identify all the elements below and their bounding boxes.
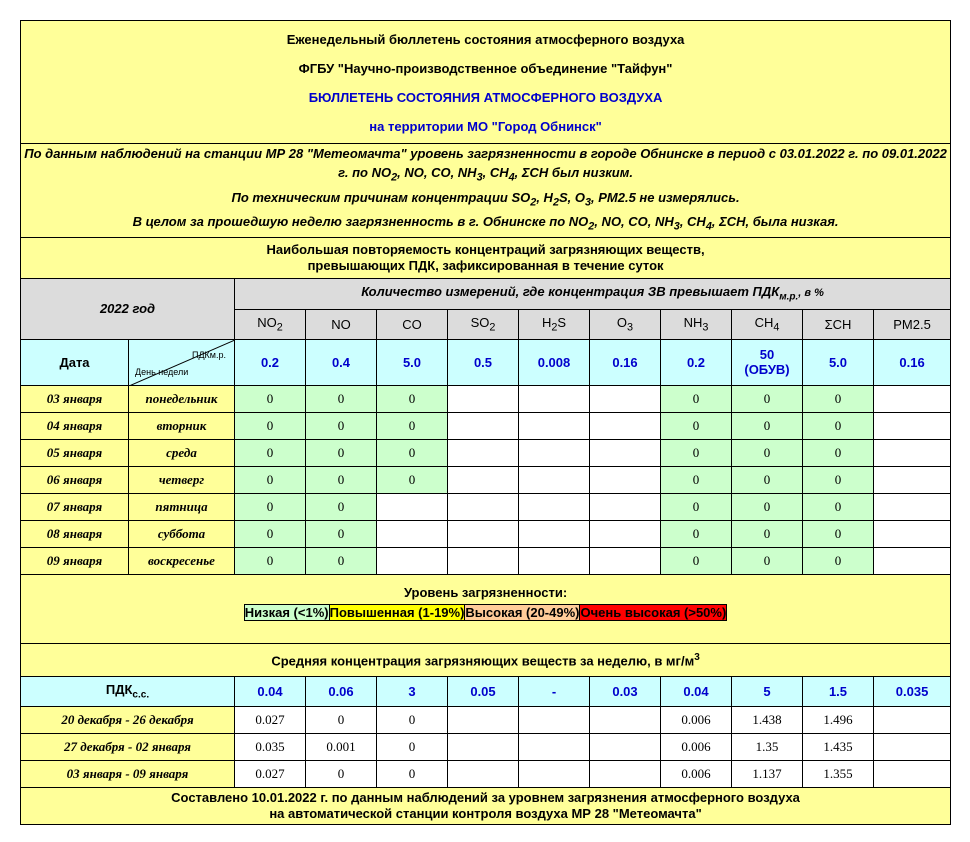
pdk-ss-value: 5 — [732, 676, 803, 706]
frequency-cell — [448, 385, 519, 412]
frequency-cell: 0 — [661, 520, 732, 547]
pdk-ss-value: 0.05 — [448, 676, 519, 706]
frequency-cell — [519, 466, 590, 493]
average-cell — [448, 733, 519, 760]
legend-row — [21, 574, 951, 643]
pdk-mr-number: 0.4 — [331, 354, 351, 370]
average-period: 20 декабря - 26 декабря — [21, 706, 235, 733]
summary-line3 — [21, 212, 950, 237]
pdk-mr-number: 0.16 — [612, 354, 638, 370]
pdk-mr-number: 5.0 — [828, 354, 848, 370]
frequency-cell: 0 — [377, 385, 448, 412]
frequency-cell — [874, 439, 951, 466]
pollutant-sub: 3 — [627, 321, 634, 334]
summary-line2 — [21, 188, 950, 213]
frequency-cell — [874, 466, 951, 493]
frequency-cell: 0 — [732, 547, 803, 574]
pollutant-header-cell — [590, 309, 661, 339]
frequency-cell: 0 — [306, 439, 377, 466]
summary-text: По данным наблюдений на станции МР 28 "Метеомачта" уровень загрязненности в городе Обнинске в период с 03.01.2022 г. по 09.01.2022 г. по NO — [24, 146, 947, 180]
frequency-cell: 0 — [803, 412, 874, 439]
row-date: 09 января — [21, 547, 129, 574]
frequency-cell: 0 — [661, 385, 732, 412]
summary-row — [21, 144, 951, 238]
average-cell: 1.137 — [732, 760, 803, 787]
average-cell: 0.035 — [235, 733, 306, 760]
frequency-cell: 0 — [732, 412, 803, 439]
frequency-cell — [519, 493, 590, 520]
pdk-mr-value — [519, 339, 590, 385]
pdk-ss-label — [21, 676, 235, 706]
average-cell — [519, 733, 590, 760]
pollutant-name: NH — [683, 314, 703, 330]
pdk-mr-value — [874, 339, 951, 385]
pollutant-sub: 2 — [551, 321, 558, 334]
subscript: 2 — [588, 220, 595, 233]
frequency-body — [21, 385, 951, 574]
summary-text: , CH — [679, 214, 706, 230]
legend-item: Низкая (<1%) — [244, 604, 329, 620]
count-title-tail: , в % — [798, 287, 824, 300]
frequency-cell: 0 — [377, 466, 448, 493]
pollutant-name: O — [616, 314, 628, 330]
average-cell — [874, 733, 951, 760]
average-cell — [874, 706, 951, 733]
day-of-week-label: День недели — [135, 366, 189, 377]
summary-text: По техническим причинам концентрации SO — [231, 189, 531, 205]
frequency-cell — [874, 547, 951, 574]
pollutant-sub: 3 — [702, 321, 709, 334]
summary-text: , PM2.5 не измерялись. — [591, 189, 740, 205]
subscript: 3 — [476, 171, 483, 184]
frequency-cell — [377, 493, 448, 520]
average-cell: 0.006 — [661, 733, 732, 760]
frequency-cell: 0 — [732, 439, 803, 466]
subscript: 2 — [552, 196, 559, 209]
legend-item: Высокая (20-49%) — [465, 604, 580, 620]
legend-title: Уровень загрязненности: — [403, 584, 568, 600]
frequency-cell: 0 — [803, 547, 874, 574]
pdk-mr-value — [803, 339, 874, 385]
frequency-cell: 0 — [732, 385, 803, 412]
frequency-cell: 0 — [732, 493, 803, 520]
pdk-mr-value — [235, 339, 306, 385]
pollutant-name: NO — [331, 316, 351, 332]
frequency-cell — [519, 520, 590, 547]
pollutant-header-cell — [803, 309, 874, 339]
legend-table — [244, 604, 728, 621]
summary-text: , ΣCH был низким. — [514, 165, 633, 180]
average-cell: 0 — [377, 733, 448, 760]
pollutant-header-cell — [661, 309, 732, 339]
row-day: суббота — [129, 520, 235, 547]
frequency-cell: 0 — [661, 466, 732, 493]
header-title: БЮЛЛЕТЕНЬ СОСТОЯНИЯ АТМОСФЕРНОГО ВОЗДУХА — [308, 90, 663, 105]
frequency-row — [21, 466, 951, 493]
pdk-mr-value — [732, 339, 803, 385]
pdk-mr-label: ПДКм.р. — [191, 349, 226, 360]
average-cell: 0 — [377, 760, 448, 787]
average-cell: 0.006 — [661, 706, 732, 733]
frequency-cell — [874, 520, 951, 547]
subscript: 3 — [673, 220, 680, 233]
bulletin — [20, 20, 950, 825]
bulletin-table — [20, 20, 951, 825]
pdk-mr-number: 5.0 — [402, 354, 422, 370]
pdk-mr-number: 0.16 — [899, 354, 925, 370]
pdk-mr-value — [590, 339, 661, 385]
average-period: 27 декабря - 02 января — [21, 733, 235, 760]
frequency-cell — [519, 439, 590, 466]
pdk-ss-value: 0.035 — [874, 676, 951, 706]
average-cell: 0.027 — [235, 706, 306, 733]
average-cell — [590, 760, 661, 787]
row-day: пятница — [129, 493, 235, 520]
pollutant-header-cell — [874, 309, 951, 339]
frequency-cell — [448, 520, 519, 547]
diagonal-line — [129, 340, 235, 386]
frequency-row — [21, 439, 951, 466]
row-day: среда — [129, 439, 235, 466]
frequency-cell — [874, 412, 951, 439]
frequency-cell: 0 — [235, 547, 306, 574]
average-cell: 0.027 — [235, 760, 306, 787]
pdk-mr-number: 0.5 — [473, 354, 493, 370]
header-line1: Еженедельный бюллетень состояния атмосферного воздуха — [286, 32, 685, 47]
average-cell: 0 — [306, 706, 377, 733]
pdk-ss-text: ПДК — [105, 681, 133, 697]
frequency-title-row — [21, 237, 951, 278]
frequency-cell: 0 — [306, 466, 377, 493]
pdk-mr-value — [661, 339, 732, 385]
row-date: 06 января — [21, 466, 129, 493]
pdk-mr-value — [306, 339, 377, 385]
frequency-cell: 0 — [235, 466, 306, 493]
footer-row — [21, 787, 951, 824]
pdk-ss-value: 0.04 — [235, 676, 306, 706]
pdk-ss-value: 1.5 — [803, 676, 874, 706]
average-cell — [448, 760, 519, 787]
average-cell — [519, 760, 590, 787]
summary-line1 — [21, 144, 950, 188]
average-title: Средняя концентрация загрязняющих веществ за неделю, в мг/м — [271, 652, 695, 668]
count-title — [235, 278, 951, 309]
average-title-row — [21, 643, 951, 676]
summary-text: , H — [536, 189, 553, 205]
summary-text: В целом за прошедшую неделю загрязненность в г. Обнинске по NO — [132, 214, 589, 230]
frequency-cell — [590, 412, 661, 439]
footer-line2: на автоматической станции контроля воздуха МР 28 "Метеомачта" — [269, 805, 702, 821]
frequency-row — [21, 520, 951, 547]
pollutant-header-cell — [732, 309, 803, 339]
row-day: четверг — [129, 466, 235, 493]
average-cell — [519, 706, 590, 733]
average-cell: 0 — [377, 706, 448, 733]
average-cell — [448, 706, 519, 733]
diagonal-header — [129, 339, 235, 385]
average-cell — [590, 706, 661, 733]
pdk-mr-number: 0.2 — [260, 354, 280, 370]
pollutant-header-cell — [306, 309, 377, 339]
frequency-cell: 0 — [803, 520, 874, 547]
average-cell: 1.355 — [803, 760, 874, 787]
frequency-cell: 0 — [732, 520, 803, 547]
frequency-title2: превышающих ПДК, зафиксированная в течение суток — [307, 257, 664, 273]
pollutant-sub: 2 — [489, 321, 496, 334]
summary-text: , NO, CO, NH — [397, 165, 477, 180]
count-title-sub: м.р. — [779, 292, 799, 304]
frequency-cell — [590, 493, 661, 520]
frequency-row — [21, 547, 951, 574]
frequency-row — [21, 493, 951, 520]
frequency-row — [21, 412, 951, 439]
pollutant-name: PM2.5 — [893, 316, 931, 332]
frequency-cell: 0 — [803, 466, 874, 493]
row-day: вторник — [129, 412, 235, 439]
pollutant-header-cell — [519, 309, 590, 339]
frequency-header-row — [21, 278, 951, 309]
frequency-cell — [448, 547, 519, 574]
header-territory: на территории МО "Город Обнинск" — [369, 119, 602, 134]
pollutant-header-cell — [448, 309, 519, 339]
frequency-cell — [377, 547, 448, 574]
frequency-cell: 0 — [661, 547, 732, 574]
row-date: 05 января — [21, 439, 129, 466]
row-date: 08 января — [21, 520, 129, 547]
legend-item: Повышенная (1-19%) — [329, 604, 465, 620]
frequency-cell — [590, 466, 661, 493]
subscript: 2 — [530, 196, 537, 209]
pdk-mr-note: (ОБУВ) — [744, 362, 790, 378]
frequency-cell: 0 — [235, 412, 306, 439]
pollutant-tail: S — [557, 314, 567, 330]
pollutant-sub: 2 — [276, 321, 283, 334]
average-cell — [874, 760, 951, 787]
frequency-title1: Наибольшая повторяемость концентраций загрязняющих веществ, — [266, 241, 705, 257]
frequency-cell — [377, 520, 448, 547]
pdk-ss-sub: с.с. — [132, 689, 150, 701]
pollutant-header-cell — [377, 309, 448, 339]
average-row — [21, 706, 951, 733]
row-day: понедельник — [129, 385, 235, 412]
frequency-cell: 0 — [661, 493, 732, 520]
frequency-cell: 0 — [803, 493, 874, 520]
average-cell: 1.435 — [803, 733, 874, 760]
frequency-cell: 0 — [235, 493, 306, 520]
frequency-cell — [590, 439, 661, 466]
frequency-cell: 0 — [661, 439, 732, 466]
frequency-cell — [519, 412, 590, 439]
frequency-cell: 0 — [377, 412, 448, 439]
pdk-mr-number: 0.2 — [686, 354, 706, 370]
frequency-cell: 0 — [306, 493, 377, 520]
frequency-row — [21, 385, 951, 412]
row-date: 07 января — [21, 493, 129, 520]
average-period: 03 января - 09 января — [21, 760, 235, 787]
pdk-ss-value: 0.04 — [661, 676, 732, 706]
average-cell: 1.496 — [803, 706, 874, 733]
frequency-cell: 0 — [235, 520, 306, 547]
summary-text: , NO, CO, NH — [594, 214, 674, 230]
pdk-mr-number: 50 — [759, 347, 775, 363]
frequency-cell: 0 — [235, 385, 306, 412]
row-day: воскресенье — [129, 547, 235, 574]
frequency-cell — [519, 547, 590, 574]
header-line2: ФГБУ "Научно-производственное объединение "Тайфун" — [298, 61, 673, 76]
frequency-cell — [448, 412, 519, 439]
frequency-cell: 0 — [306, 520, 377, 547]
subscript: 4 — [705, 220, 712, 233]
pdk-ss-value: 3 — [377, 676, 448, 706]
count-title-text: Количество измерений, где концентрация ЗВ превышает ПДК — [361, 284, 780, 300]
row-date: 03 января — [21, 385, 129, 412]
row-date: 04 января — [21, 412, 129, 439]
frequency-cell: 0 — [306, 385, 377, 412]
average-cell: 1.35 — [732, 733, 803, 760]
average-body — [21, 706, 951, 787]
pollutant-sub: 4 — [773, 321, 780, 334]
summary-text: S, O — [558, 189, 585, 205]
pdk-ss-value: 0.03 — [590, 676, 661, 706]
subscript: 3 — [584, 196, 592, 209]
frequency-cell — [519, 385, 590, 412]
frequency-cell: 0 — [803, 385, 874, 412]
pollutant-name: CH — [754, 314, 774, 330]
frequency-cell: 0 — [377, 439, 448, 466]
footer-line1: Составлено 10.01.2022 г. по данным наблюдений за уровнем загрязнения атмосферного воздуха — [171, 789, 800, 805]
average-cell: 1.438 — [732, 706, 803, 733]
pollutant-name: NO — [257, 314, 277, 330]
frequency-cell — [448, 493, 519, 520]
summary-text: , ΣCH, была низкая. — [711, 214, 839, 230]
frequency-cell: 0 — [306, 547, 377, 574]
pdk-ss-value: - — [519, 676, 590, 706]
frequency-cell — [590, 520, 661, 547]
year-label: 2022 год — [21, 278, 235, 339]
header-row — [21, 21, 951, 144]
pollutant-name: SO — [470, 314, 490, 330]
frequency-cell — [590, 385, 661, 412]
subscript: 2 — [391, 171, 398, 184]
pollutant-name: CO — [402, 316, 422, 332]
average-cell: 0 — [306, 760, 377, 787]
frequency-cell: 0 — [306, 412, 377, 439]
frequency-cell — [874, 493, 951, 520]
summary-text: , CH — [482, 165, 509, 180]
pdk-mr-value — [448, 339, 519, 385]
pdk-ss-row — [21, 676, 951, 706]
pdk-mr-value — [377, 339, 448, 385]
frequency-cell — [448, 439, 519, 466]
average-title-sup: 3 — [694, 651, 700, 663]
subscript: 4 — [508, 171, 515, 184]
average-row — [21, 760, 951, 787]
pollutant-name: H — [541, 314, 552, 330]
pdk-mr-number: 0.008 — [537, 354, 571, 370]
frequency-cell — [448, 466, 519, 493]
frequency-cell: 0 — [803, 439, 874, 466]
date-label: Дата — [21, 339, 129, 385]
pollutant-name: ΣCH — [824, 316, 852, 332]
frequency-cell: 0 — [732, 466, 803, 493]
frequency-cell — [874, 385, 951, 412]
legend-item: Очень высокая (>50%) — [580, 604, 727, 620]
average-cell — [590, 733, 661, 760]
frequency-cell — [590, 547, 661, 574]
frequency-cell: 0 — [661, 412, 732, 439]
pollutant-header-cell — [235, 309, 306, 339]
average-row — [21, 733, 951, 760]
frequency-cell: 0 — [235, 439, 306, 466]
pdk-ss-value: 0.06 — [306, 676, 377, 706]
average-cell: 0.001 — [306, 733, 377, 760]
pdk-mr-row — [21, 339, 951, 385]
average-cell: 0.006 — [661, 760, 732, 787]
